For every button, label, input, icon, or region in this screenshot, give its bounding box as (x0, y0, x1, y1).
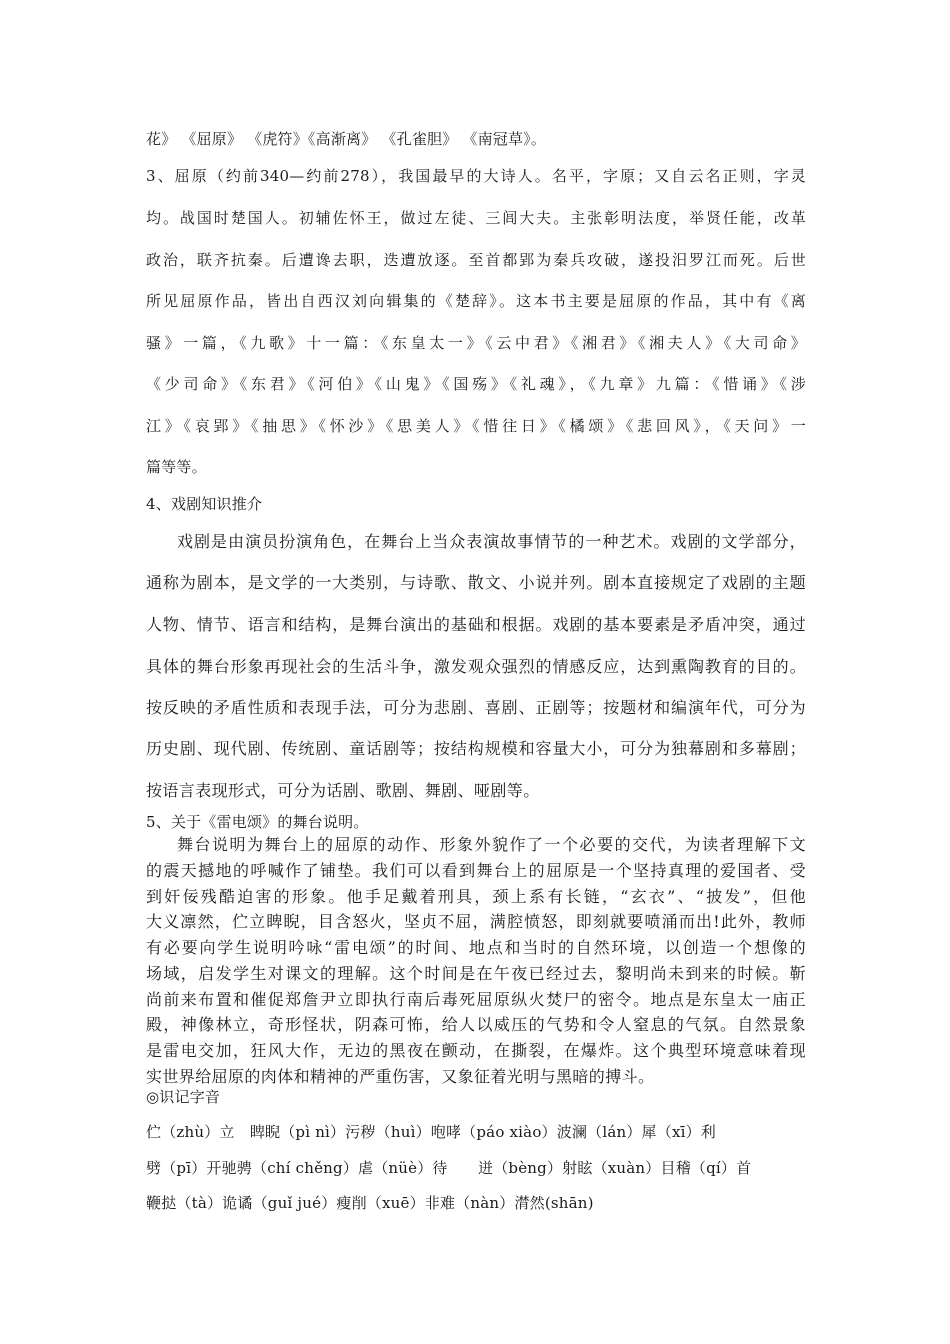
text-line: 政治，联齐抗秦。后遭谗去职，迭遭放逐。至首都郢为秦兵攻破，遂投汨罗江而死。后世 (146, 251, 806, 269)
text-line: 骚》一篇，《九歌》十一篇：《东皇太一》《云中君》《湘君》《湘夫人》《大司命》 (146, 334, 806, 352)
text-line: 舞台说明为舞台上的屈原的动作、形象外貌作了一个必要的交代，为读者理解下文 (177, 835, 806, 854)
text-line: 3、屈原（约前340—约前278），我国最早的大诗人。名平，字原；又自云名正则，字灵 (146, 167, 806, 185)
text-line: 殿，神像林立，奇形怪状，阴森可怖，给人以威压的气势和令人窒息的气氛。自然景象 (146, 1015, 806, 1034)
text-line: 有必要向学生说明吟咏“雷电颂”的时间、地点和当时的自然环境，以创造一个想像的 (146, 938, 806, 957)
text-line: 所见屈原作品，皆出自西汉刘向辑集的《楚辞》。这本书主要是屈原的作品，其中有《离 (146, 292, 806, 310)
text-line: 均。战国时楚国人。初辅佐怀王，做过左徒、三闾大夫。主张彰明法度，举贤任能，改革 (146, 209, 806, 227)
text-line: 具体的舞台形象再现社会的生活斗争，激发观众强烈的情感反应，达到熏陶教育的目的。 (146, 657, 806, 676)
text-line: 实世界给屈原的肉体和精神的严重伤害，又象征着光明与黑暗的搏斗。 (146, 1067, 655, 1086)
text-line: 历史剧、现代剧、传统剧、童话剧等；按结构规模和容量大小，可分为独幕剧和多幕剧； (146, 739, 806, 758)
text-line: 按反映的矛盾性质和表现手法，可分为悲剧、喜剧、正剧等；按题材和编演年代，可分为 (146, 698, 806, 717)
text-line: 篇等等。 (146, 458, 207, 476)
text-line: 通称为剧本，是文学的一大类别，与诗歌、散文、小说并列。剧本直接规定了戏剧的主题 (146, 573, 806, 592)
text-line: 《少司命》《东君》《河伯》《山鬼》《国殇》《礼魂》，《九章》九篇：《惜诵》《涉 (146, 375, 806, 393)
pinyin-line: 伫（zhù）立 睥睨（pì nì）污秽（huì）咆哮（páo xiào）波澜（lán）犀（xī）利 (146, 1123, 717, 1141)
text-line: 尚前来布置和催促郑詹尹立即执行南后毒死屈原纵火焚尸的密令。地点是东皇太一庙正 (146, 990, 806, 1009)
text-line: 到奸佞残酷迫害的形象。他手足戴着刑具，颈上系有长链，“玄衣”、“披发”，但他 (146, 887, 806, 906)
section-heading: 4、戏剧知识推介 (146, 495, 263, 513)
pinyin-line: 鞭挞（tà）诡谲（guǐ jué）瘦削（xuē）非难（nàn）潸然(shān) (146, 1194, 594, 1212)
section-heading: 5、关于《雷电颂》的舞台说明。 (146, 813, 369, 831)
section-heading: ◎识记字音 (146, 1088, 221, 1106)
text-line: 江》《哀郢》《抽思》《怀沙》《思美人》《惜往日》《橘颂》《悲回风》，《天问》一 (146, 417, 806, 435)
text-line: 场域，启发学生对课文的理解。这个时间是在午夜已经过去，黎明尚未到来的时候。靳 (146, 964, 806, 983)
text-line: 戏剧是由演员扮演角色，在舞台上当众表演故事情节的一种艺术。戏剧的文学部分， (177, 532, 806, 551)
pinyin-line: 劈（pī）开驰骋（chí chěng）虐（nüè）待 迸（bèng）射眩（xuàn）目稽（qí）首 (146, 1159, 752, 1177)
text-line: 按语言表现形式，可分为话剧、歌剧、舞剧、哑剧等。 (146, 781, 540, 800)
text-line: 的震天撼地的呼喊作了铺垫。我们可以看到舞台上的屈原是一个坚持真理的爱国者、受 (146, 861, 806, 880)
text-line: 花》 《屈原》 《虎符》《高渐离》 《孔雀胆》 《南冠草》。 (146, 130, 547, 148)
text-line: 人物、情节、语言和结构，是舞台演出的基础和根据。戏剧的基本要素是矛盾冲突，通过 (146, 615, 806, 634)
text-line: 是雷电交加，狂风大作，无边的黑夜在颤动，在撕裂，在爆炸。这个典型环境意味着现 (146, 1041, 806, 1060)
text-line: 大义凛然，伫立睥睨，目含怒火，坚贞不屈，满腔愤怒，即刻就要喷涌而出!此外，教师 (146, 912, 806, 931)
